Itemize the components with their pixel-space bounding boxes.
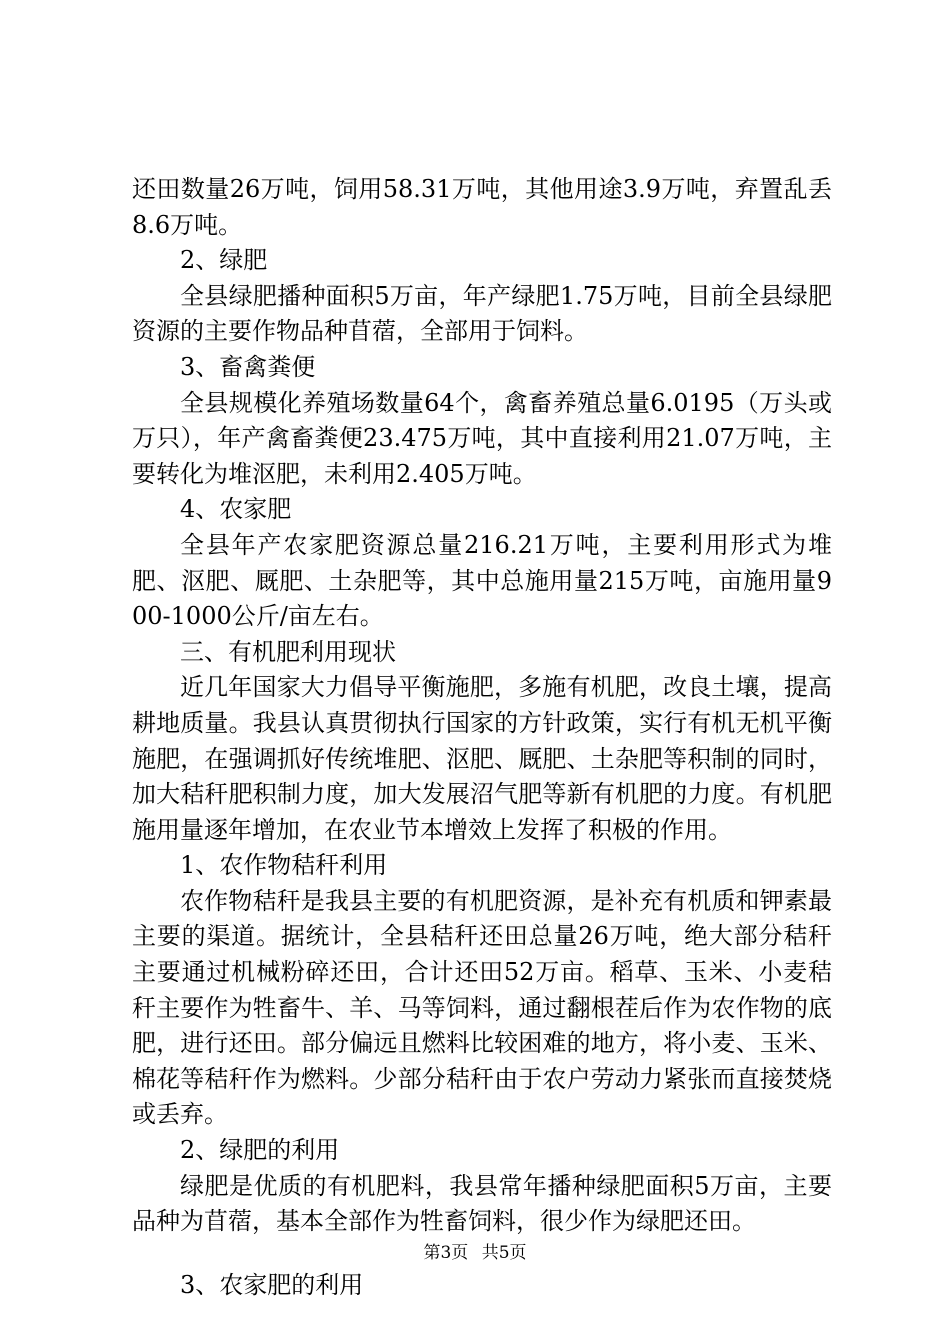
section-heading-green-manure: 2、绿肥 bbox=[180, 246, 268, 275]
section-heading-farmyard-manure-use: 3、农家肥的利用 bbox=[180, 1270, 364, 1299]
section-heading-green-manure-use: 2、绿肥的利用 bbox=[180, 1136, 340, 1165]
document-body bbox=[132, 172, 832, 1303]
section-heading-farmyard-manure: 4、农家肥 bbox=[180, 495, 292, 524]
body-paragraph: 农作物秸秆是我县主要的有机肥资源，是补充有机质和钾素最主要的渠道。据统计，全县秸秆还田总量26万吨，绝大部分秸秆主要通过机械粉碎还田，合计还田52万亩。稻草、玉米、小麦秸秆主要作为牲畜牛、羊、马等饲料，通过翻根茬后作为农作物的底肥，进行还田。部分偏远且燃料比较困难的地方，将小麦、玉米、棉花等秸秆作为燃料。少部分秸秆由于农户劳动力紧张而直接焚烧或丢弃。 bbox=[132, 886, 832, 1129]
page-footer bbox=[0, 1242, 950, 1264]
body-paragraph: 还田数量26万吨，饲用58.31万吨，其他用途3.9万吨，弃置乱丢8.6万吨。 bbox=[132, 175, 832, 239]
page-total: 共5页 bbox=[481, 1243, 527, 1263]
page-number: 第3页 bbox=[423, 1243, 469, 1263]
section-heading-straw-use: 1、农作物秸秆利用 bbox=[180, 851, 388, 880]
section-heading-livestock-manure: 3、畜禽粪便 bbox=[180, 352, 316, 381]
chapter-heading-organic-fertilizer-use: 三、有机肥利用现状 bbox=[180, 637, 396, 666]
body-paragraph: 绿肥是优质的有机肥料，我县常年播种绿肥面积5万亩，主要品种为苜蓿，基本全部作为牲畜饲料，很少作为绿肥还田。 bbox=[132, 1171, 832, 1236]
body-paragraph: 全县年产农家肥资源总量216.21万吨，主要利用形式为堆肥、沤肥、厩肥、土杂肥等，其中总施用量215万吨，亩施用量900-1000公斤/亩左右。 bbox=[132, 530, 832, 631]
body-paragraph: 全县绿肥播种面积5万亩，年产绿肥1.75万吨，目前全县绿肥资源的主要作物品种苜蓿，全部用于饲料。 bbox=[132, 281, 832, 346]
body-paragraph: 近几年国家大力倡导平衡施肥，多施有机肥，改良土壤，提高耕地质量。我县认真贯彻执行国家的方针政策，实行有机无机平衡施肥，在强调抓好传统堆肥、沤肥、厩肥、土杂肥等积制的同时，加大秸秆肥积制力度，加大发展沼气肥等新有机肥的力度。有机肥施用量逐年增加，在农业节本增效上发挥了积极的作用。 bbox=[132, 673, 832, 844]
body-paragraph: 全县规模化养殖场数量64个，禽畜养殖总量6.0195（万头或万只），年产禽畜粪便23.475万吨，其中直接利用21.07万吨，主要转化为堆沤肥，未利用2.405万吨。 bbox=[132, 388, 832, 488]
